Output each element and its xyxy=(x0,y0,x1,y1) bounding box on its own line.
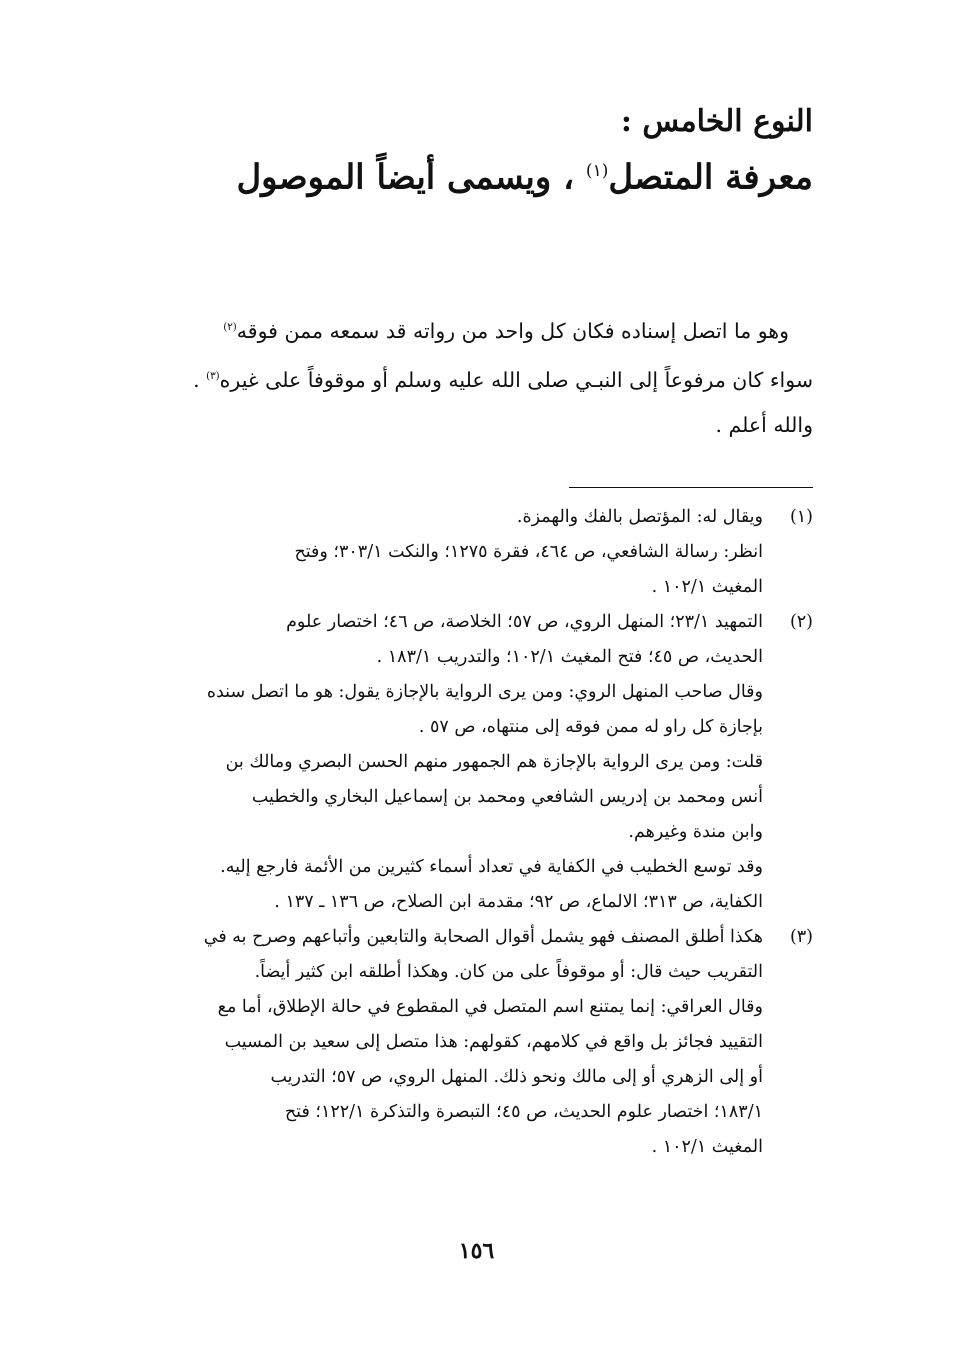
footnote-ref-3[interactable]: (٣) xyxy=(206,369,220,382)
footnote-line: بإجازة كل راو له ممن فوقه إلى منتهاه، ص ٥٧ . xyxy=(418,717,763,737)
footnote-line: وابن مندة وغيرهم. xyxy=(628,822,763,842)
body-line-1 xyxy=(110,305,813,354)
body-line-1-text: وهو ما اتصل إسناده فكان كل واحد من رواته قد سمعه ممن فوقه xyxy=(236,318,789,343)
footnote-line: أنس ومحمد بن إدريس الشافعي ومحمد بن إسماعيل البخاري والخطيب xyxy=(251,787,763,807)
footnote-line: وقال صاحب المنهل الروي: ومن يرى الرواية بالإجازة يقول: هو ما اتصل سنده xyxy=(206,682,763,702)
footnote-line: المغيث ١٠٢/١ . xyxy=(651,577,763,597)
footnote-line: وقال العراقي: إنما يمتنع اسم المتصل في المقطوع في حالة الإطلاق، أما مع xyxy=(217,997,763,1017)
footnote-2 xyxy=(112,605,813,920)
footnote-line: التقريب حيث قال: أو موقوفاً على من كان. وهكذا أطلقه ابن كثير أيضاً. xyxy=(254,962,763,982)
footnote-line: الكفاية، ص ٣١٣؛ الالماع، ص ٩٢؛ مقدمة ابن الصلاح، ص ١٣٦ ـ ١٣٧ . xyxy=(274,892,763,912)
footnote-line: الحديث، ص ٤٥؛ فتح المغيث ١٠٢/١؛ والتدريب ١٨٣/١ . xyxy=(376,647,763,667)
footnote-1 xyxy=(112,500,813,605)
heading-line-1: النوع الخامس : xyxy=(620,104,813,139)
footnote-number: (١) xyxy=(789,507,813,527)
footnote-line: هكذا أطلق المصنف فهو يشمل أقوال الصحابة والتابعين وأتباعهم وصرح به في xyxy=(203,927,763,947)
heading-line-2-text: معرفة المتصل xyxy=(608,157,813,198)
body-line-2 xyxy=(110,354,813,403)
chapter-heading xyxy=(120,100,813,204)
footnote-number: (٣) xyxy=(789,927,813,947)
footnote-line: التقييد فجائز بل واقع في كلامهم، كقولهم: هذا متصل إلى سعيد بن المسيب xyxy=(224,1032,763,1052)
footnote-line: قلت: ومن يرى الرواية بالإجازة هم الجمهور منهم الحسن البصري ومالك بن xyxy=(225,752,763,772)
footnote-line: ويقال له: المؤتصل بالفك والهمزة. xyxy=(516,507,763,527)
body-line-2-end: . xyxy=(193,367,207,392)
footnote-line: التمهيد ٢٣/١؛ المنهل الروي، ص ٥٧؛ الخلاصة، ص ٤٦؛ اختصار علوم xyxy=(286,612,763,632)
footnote-ref-2[interactable]: (٢) xyxy=(223,321,237,333)
footnote-number: (٢) xyxy=(789,612,813,632)
footnote-line: انظر: رسالة الشافعي، ص ٤٦٤، فقرة ١٢٧٥؛ والنكت ٣٠٣/١؛ وفتح xyxy=(294,542,763,562)
footnote-line: ١٨٣/١؛ اختصار علوم الحديث، ص ٤٥؛ التبصرة والتذكرة ١٢٢/١؛ فتح xyxy=(284,1102,763,1122)
footnote-3 xyxy=(112,920,813,1165)
body-line-3: والله أعلم . xyxy=(715,412,813,437)
footnote-line: المغيث ١٠٢/١ . xyxy=(651,1137,763,1157)
footnote-line: أو إلى الزهري أو إلى مالك ونحو ذلك. المنهل الروي، ص ٥٧؛ التدريب xyxy=(270,1067,763,1087)
heading-line-2-rest: ، ويسمى أيضاً الموصول xyxy=(236,157,586,198)
main-text xyxy=(110,305,813,448)
footnote-separator xyxy=(569,487,813,488)
body-line-2-text: سواء كان مرفوعاً إلى النبـي صلى الله عليه وسلم أو موقوفاً على غيره xyxy=(219,367,813,392)
footnote-ref-1[interactable]: (١) xyxy=(585,161,609,181)
footnote-line: وقد توسع الخطيب في الكفاية في تعداد أسماء كثيرين من الأئمة فارجع إليه. xyxy=(220,857,763,877)
page-number: ١٥٦ xyxy=(458,1238,495,1264)
footnotes xyxy=(112,500,813,1165)
heading-line-2 xyxy=(120,144,813,204)
